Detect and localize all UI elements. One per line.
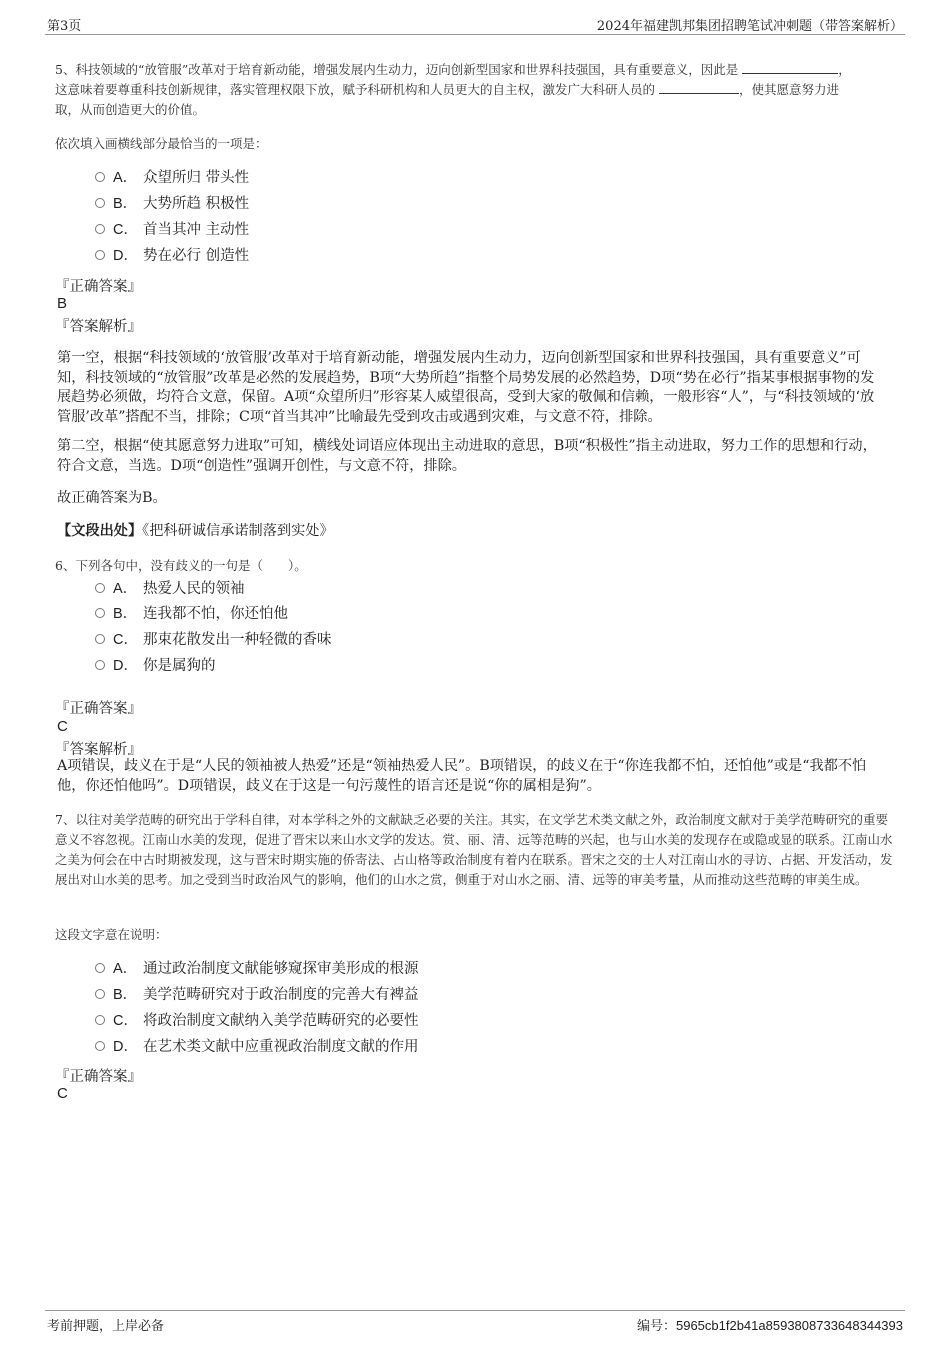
question-7-text: 7、以往对美学范畴的研究出于学科自律，对本学科之外的文献缺乏必要的关注。其实，在文学艺术类文献之外，政治制度文献对于美学范畴研究的重要意义不容忽视。江南山水美的发现，促进了晋宋以来山水文学的发达。赏、丽、清、远等范畴的兴起，也与山水美的发现存在或隐或显的联系。江南山水之美为何会在中古时期被发现，这与晋宋时期实施的侨寄法、占山格等政治制度有着内在联系。晋宋之交的士人对江南山水的寻访、占据、开发活动，发展出对山水美的思考。加之受到当时政治风气的影响，他们的山水之赏，侧重于对山水之丽、清、远等的审美考量，从而推动这些范畴的审美生成。 [55, 812, 893, 887]
q5-explanation-1: 第一空，根据“科技领域的‘放管服’改革对于培育新动能，增强发展内生动力，迈向创新型国家和世界科技强国，具有重要意义”可知，科技领域的“放管服”改革是必然的发展趋势，B项“大势所趋”指整个局势发展的必然趋势，D项“势在必行”指某事根据事物的发展趋势必须做，均符合文意，保留。A项“众望所归”形容某人威望很高，受到大家的敬佩和信赖，一般形容“人”，与“科技领域的‘放管服’改革”搭配不当，排除；C项“首当其冲”比喻最先受到攻击或遇到灾难，与文意不符，排除。 [57, 350, 875, 425]
question-7-prompt: 这段文字意在说明： [55, 927, 168, 942]
q5-source: 【文段出处】《把科研诚信承诺制落到实处》 [57, 523, 334, 539]
q5-option-c[interactable]: C． 首当其冲 主动性 [95, 219, 249, 241]
document-code: 编号：5965cb1f2b41a8593808733648344393 [636, 1318, 903, 1334]
q5-option-a[interactable]: A． 众望所归 带头性 [95, 167, 249, 189]
radio-icon[interactable] [95, 583, 105, 593]
page-number: 第3页 [47, 19, 82, 34]
radio-icon[interactable] [95, 608, 105, 618]
blank-1 [742, 61, 838, 74]
document-title: 2024年福建凯邦集团招聘笔试冲刺题（带答案解析） [596, 19, 903, 34]
correct-answer-label: 『正确答案』 [55, 1069, 142, 1085]
q7-answer: C [57, 1085, 68, 1102]
q5-conclusion: 故正确答案为B。 [57, 490, 167, 506]
q7-option-b[interactable]: B． 美学范畴研究对于政治制度的完善大有裨益 [95, 984, 419, 1006]
radio-icon[interactable] [95, 1041, 105, 1051]
q6-answer: C [57, 718, 68, 735]
q7-option-c[interactable]: C． 将政治制度文献纳入美学范畴研究的必要性 [95, 1010, 419, 1032]
question-6-text: 6、下列各句中，没有歧义的一句是（ ）。 [55, 558, 307, 573]
q5-answer: B [57, 295, 68, 312]
q6-option-b[interactable]: B． 连我都不怕，你还怕他 [95, 603, 288, 625]
q6-option-c[interactable]: C． 那束花散发出一种轻微的香味 [95, 629, 332, 651]
q5-option-b[interactable]: B． 大势所趋 积极性 [95, 193, 249, 215]
radio-icon[interactable] [95, 963, 105, 973]
analysis-label: 『答案解析』 [55, 742, 142, 758]
q6-explanation: A项错误，歧义在于是“人民的领袖被人热爱”还是“领袖热爱人民”。B项错误，的歧义在于“你连我都不怕，还怕他”或是“我都不怕他，你还怕他吗”。D项错误，歧义在于这是一句污蔑性的语言还是说“你的属相是狗”。 [57, 758, 867, 794]
radio-icon[interactable] [95, 634, 105, 644]
q7-option-d[interactable]: D． 在艺术类文献中应重视政治制度文献的作用 [95, 1036, 419, 1058]
q5-option-d[interactable]: D． 势在必行 创造性 [95, 245, 249, 267]
correct-answer-label: 『正确答案』 [55, 279, 142, 295]
question-5-prompt: 依次填入画横线部分最恰当的一项是： [55, 136, 268, 151]
radio-icon[interactable] [95, 660, 105, 670]
radio-icon[interactable] [95, 198, 105, 208]
page-header [45, 14, 905, 35]
q6-option-d[interactable]: D． 你是属狗的 [95, 655, 216, 677]
radio-icon[interactable] [95, 989, 105, 999]
radio-icon[interactable] [95, 250, 105, 260]
q5-explanation-2: 第二空，根据“使其愿意努力进取”可知，横线处词语应体现出主动进取的意思，B项“积极性”指主动进取，努力工作的思想和行动，符合文意，当选。D项“创造性”强调开创性，与文意不符，排除。 [57, 438, 877, 474]
radio-icon[interactable] [95, 172, 105, 182]
page-footer [45, 1310, 905, 1337]
blank-2 [659, 81, 739, 94]
q7-option-a[interactable]: A． 通过政治制度文献能够窥探审美形成的根源 [95, 958, 419, 980]
footer-slogan: 考前押题，上岸必备 [47, 1319, 165, 1334]
analysis-label: 『答案解析』 [55, 319, 142, 335]
radio-icon[interactable] [95, 224, 105, 234]
correct-answer-label: 『正确答案』 [55, 701, 142, 717]
question-5-text: 5、科技领域的“放管服”改革对于培育新动能，增强发展内生动力，迈向创新型国家和世界科技强国，具有重要意义，因此是 ， 这意味着要尊重科技创新规律，落实管理权限下放，赋予科研机构和人员更大的自主权，激发广大科研人员的 ，使其愿意努力进 取，从而创造更大的价值。 [55, 62, 851, 117]
q6-option-a[interactable]: A． 热爱人民的领袖 [95, 578, 245, 600]
radio-icon[interactable] [95, 1015, 105, 1025]
